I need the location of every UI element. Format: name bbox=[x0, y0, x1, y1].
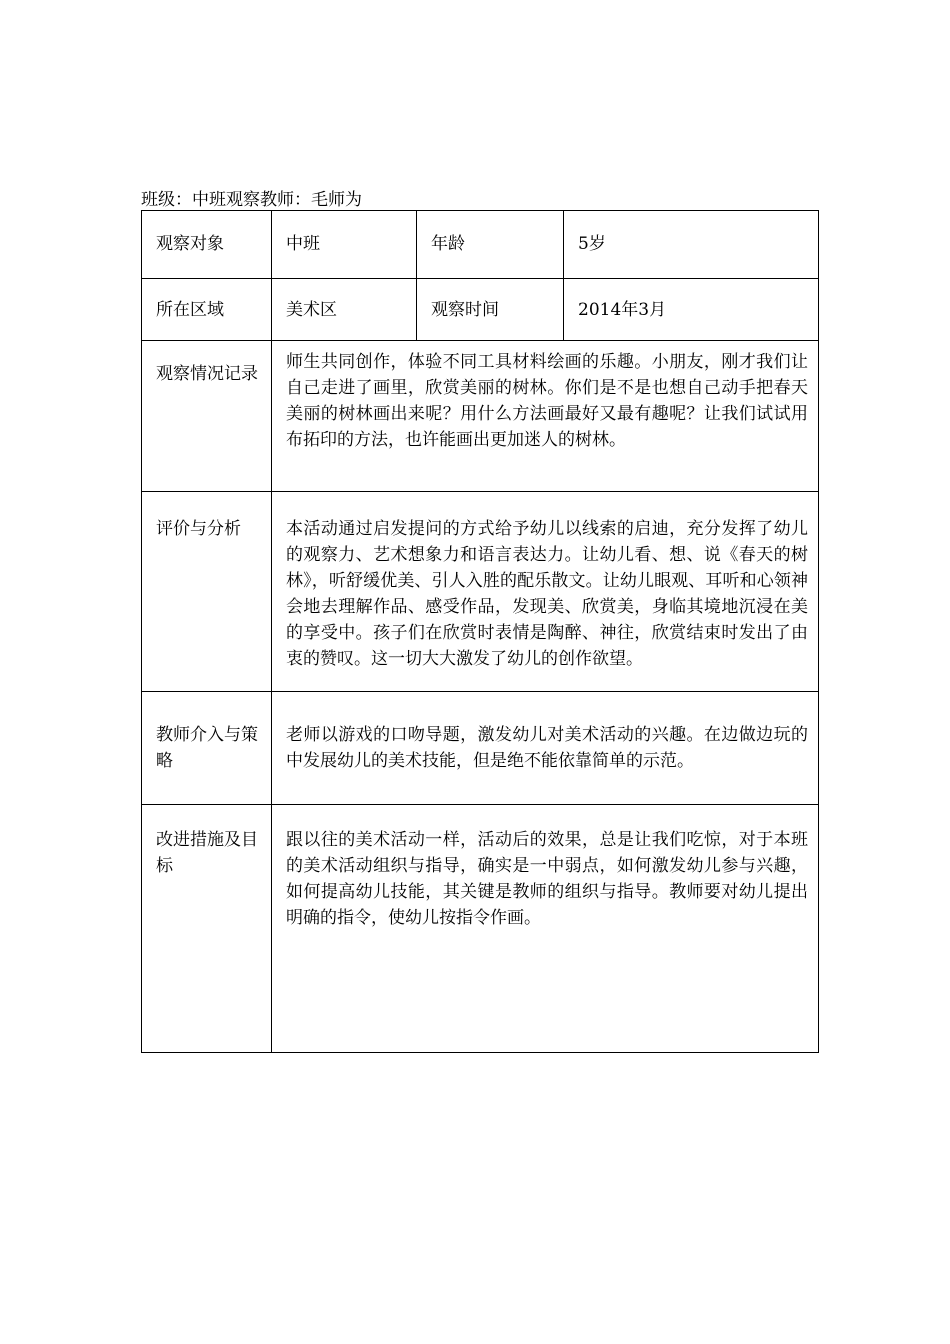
observation-table bbox=[141, 210, 819, 1053]
time-label-cell bbox=[417, 279, 564, 341]
area-label-cell bbox=[142, 279, 272, 341]
time-label: 观察时间 bbox=[431, 300, 499, 320]
improvement-label: 改进措施及目标 bbox=[156, 830, 258, 876]
analysis-content: 本活动通过启发提问的方式给予幼儿以线索的启迪，充分发挥了幼儿的观察力、艺术想象力和语言表达力。让幼儿看、想、说《春天的树林》，听舒缓优美、引人入胜的配乐散文。让幼儿眼观、耳听和心领神会地去理解作品、感受作品，发现美、欣赏美，身临其境地沉浸在美的享受中。孩子们在欣赏时表情是陶醉、神往，欣赏结束时发出了由衷的赞叹。这一切大大激发了幼儿的创作欲望。 bbox=[286, 519, 808, 669]
record-content-cell bbox=[272, 341, 819, 492]
age-label: 年龄 bbox=[431, 234, 465, 254]
table-row bbox=[142, 279, 819, 341]
analysis-label: 评价与分析 bbox=[156, 519, 241, 539]
area-value: 美术区 bbox=[286, 300, 337, 320]
class-teacher-header: 班级：中班观察教师：毛师为 bbox=[141, 190, 362, 210]
table-row bbox=[142, 211, 819, 279]
age-label-cell bbox=[417, 211, 564, 279]
analysis-label-cell bbox=[142, 492, 272, 692]
record-label-cell bbox=[142, 341, 272, 492]
age-value: 5岁 bbox=[578, 234, 606, 254]
strategy-content: 老师以游戏的口吻导题，激发幼儿对美术活动的兴趣。在边做边玩的中发展幼儿的美术技能，但是绝不能依靠简单的示范。 bbox=[286, 725, 808, 771]
observe-target-value: 中班 bbox=[286, 234, 320, 254]
table-row bbox=[142, 341, 819, 492]
improvement-content-cell bbox=[272, 805, 819, 1053]
observe-target-label-cell bbox=[142, 211, 272, 279]
time-value-cell bbox=[564, 279, 819, 341]
improvement-content: 跟以往的美术活动一样，活动后的效果，总是让我们吃惊，对于本班的美术活动组织与指导，确实是一中弱点，如何激发幼儿参与兴趣，如何提高幼儿技能，其关键是教师的组织与指导。教师要对幼儿提出明确的指令，使幼儿按指令作画。 bbox=[286, 830, 808, 928]
record-content: 师生共同创作，体验不同工具材料绘画的乐趣。小朋友，刚才我们让自己走进了画里，欣赏美丽的树林。你们是不是也想自己动手把春天美丽的树林画出来呢？用什么方法画最好又最有趣呢？让我们试试用布拓印的方法，也许能画出更加迷人的树林。 bbox=[286, 352, 808, 450]
observe-target-label: 观察对象 bbox=[156, 234, 224, 254]
table-row bbox=[142, 492, 819, 692]
table-row bbox=[142, 692, 819, 805]
strategy-content-cell bbox=[272, 692, 819, 805]
time-value: 2014年3月 bbox=[578, 300, 667, 320]
improvement-label-cell bbox=[142, 805, 272, 1053]
record-label: 观察情况记录 bbox=[156, 364, 258, 384]
observe-target-value-cell bbox=[272, 211, 417, 279]
analysis-content-cell bbox=[272, 492, 819, 692]
area-value-cell bbox=[272, 279, 417, 341]
strategy-label: 教师介入与策略 bbox=[156, 725, 258, 771]
area-label: 所在区域 bbox=[156, 300, 224, 320]
age-value-cell bbox=[564, 211, 819, 279]
table-row bbox=[142, 805, 819, 1053]
strategy-label-cell bbox=[142, 692, 272, 805]
